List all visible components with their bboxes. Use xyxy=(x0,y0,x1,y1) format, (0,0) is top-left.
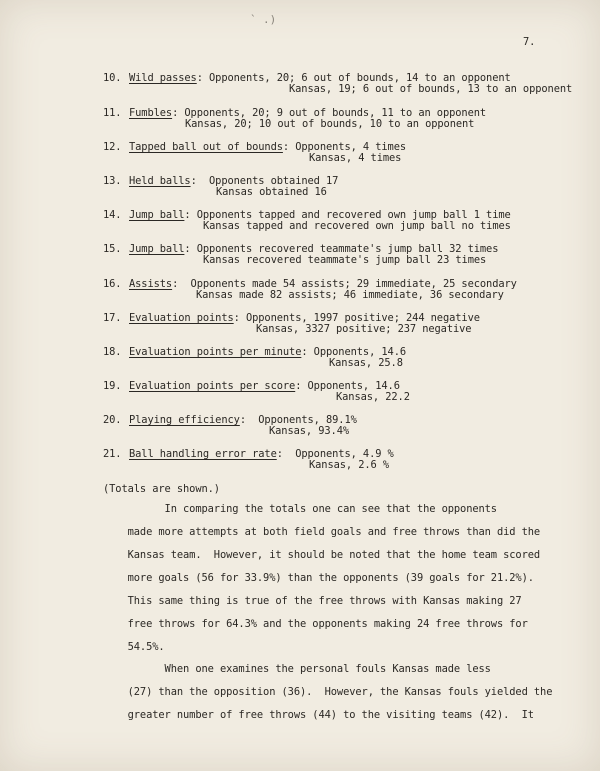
list-item-14: 14. Jump ball: Opponents tapped and recovered own jump ball 1 time Kansas tapped and recovered own jump ball no times xyxy=(103,209,511,232)
item-label: Playing efficiency xyxy=(129,414,240,426)
list-item-10: 10. Wild passes: Opponents, 20; 6 out of bounds, 14 to an opponent Kansas, 19; 6 out of bounds, 13 to an opponent xyxy=(103,72,573,95)
item-label: Evaluation points xyxy=(129,312,234,324)
paragraph-line: When one examines the personal fouls Kansas made less xyxy=(127,663,491,675)
list-item-11: 11. Fumbles: Opponents, 20; 9 out of bounds, 11 to an opponent Kansas, 20; 10 out of bounds, 10 to an opponent xyxy=(103,107,487,130)
paragraph-line: Kansas team. However, it should be noted that the home team scored xyxy=(127,549,541,561)
item-label: Held balls xyxy=(129,175,191,187)
paragraph-line: more goals (56 for 33.9%) than the opponents (39 goals for 21.2%). xyxy=(127,572,534,584)
paragraph-line: (27) than the opposition (36). However, the Kansas fouls yielded the xyxy=(127,686,553,698)
list-item-13: 13. Held balls: Opponents obtained 17 Kansas obtained 16 xyxy=(103,175,339,198)
list-item-12: 12. Tapped ball out of bounds: Opponents, 4 times Kansas, 4 times xyxy=(103,141,407,164)
paragraph-line: made more attempts at both field goals and free throws than did the xyxy=(127,526,541,538)
list-item-19: 19. Evaluation points per score: Opponents, 14.6 Kansas, 22.2 xyxy=(103,380,410,403)
list-item-16: 16. Assists: Opponents made 54 assists; 29 immediate, 25 secondary Kansas made 82 assists; 46 immediate, 36 secondary xyxy=(103,278,517,301)
item-label: Jump ball xyxy=(129,209,185,221)
item-label: Jump ball xyxy=(129,243,185,255)
paragraph-line: 54.5%. xyxy=(127,641,165,653)
list-item-20: 20. Playing efficiency: Opponents, 89.1% Kansas, 93.4% xyxy=(103,414,357,437)
item-label: Evaluation points per minute xyxy=(129,346,302,358)
item-label: Wild passes xyxy=(129,72,197,84)
list-item-15: 15. Jump ball: Opponents recovered teammate's jump ball 32 times Kansas recovered teammate's jump ball 23 times xyxy=(103,243,499,266)
page-number: 7. xyxy=(523,36,536,48)
item-label: Assists xyxy=(129,278,173,290)
item-label: Tapped ball out of bounds xyxy=(129,141,283,153)
item-label: Ball handling error rate xyxy=(129,448,277,460)
list-item-17: 17. Evaluation points: Opponents, 1997 positive; 244 negative Kansas, 3327 positive; 237 negative xyxy=(103,312,480,335)
paragraph-line: greater number of free throws (44) to the visiting teams (42). It xyxy=(127,709,534,721)
top-mark: ` .) xyxy=(250,13,277,26)
paragraph-line: In comparing the totals one can see that the opponents xyxy=(127,503,497,515)
item-label: Evaluation points per score xyxy=(129,380,296,392)
item-label: Fumbles xyxy=(129,107,173,119)
paragraph-line: This same thing is true of the free throws with Kansas making 27 xyxy=(127,595,522,607)
totals-note: (Totals are shown.) xyxy=(103,483,220,495)
list-item-18: 18. Evaluation points per minute: Opponents, 14.6 Kansas, 25.8 xyxy=(103,346,407,369)
paragraph-line: free throws for 64.3% and the opponents making 24 free throws for xyxy=(127,618,528,630)
list-item-21: 21. Ball handling error rate: Opponents, 4.9 % Kansas, 2.6 % xyxy=(103,448,394,471)
